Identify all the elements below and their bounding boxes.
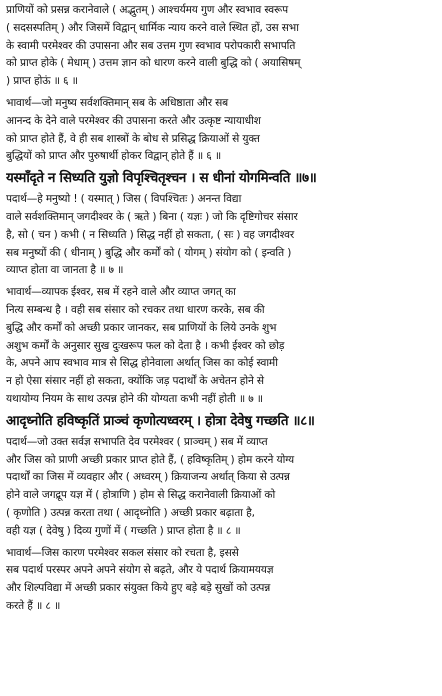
commentary-paragraph — [6, 284, 438, 409]
commentary-paragraph — [6, 2, 438, 91]
text-line: प्राणियों को प्रसन्न करानेवाले ( अद्भुतम् ) आश्चर्यमय गुण और स्वभाव स्वरूप — [6, 4, 288, 16]
text-line: के स्वामी परमेश्वर की उपासना और सब उत्तम गुण स्वभाव परोपकारी सभापति — [6, 39, 296, 52]
text-line: न हो ऐसा संसार नहीं हो सकता, क्योंकि जड़ पदार्थों के अचेतन होने से — [6, 375, 264, 388]
text-line: और जिस को प्राणी अच्छी प्रकार प्राप्त होते हैं, ( हविष्कृतिम् ) होम करने योग्य — [6, 453, 295, 466]
text-line: वाले सर्वशक्तिमान् जगदीश्वर के ( ऋते ) बिना ( यज्ञः ) जो कि दृष्टिगोचर संसार — [6, 210, 298, 223]
text-line: करते हैं ॥ ८ ॥ — [6, 599, 61, 612]
text-line: ) प्राप्त होऊं ॥ ६ ॥ — [6, 75, 78, 88]
text-line: ( सदसस्पतिम् ) और जिसमें विद्वान् धार्मिक न्याय करने वाले स्थित हों, उस सभा — [6, 21, 299, 34]
text-line: के, अपने आप स्वभाव मात्र से सिद्ध होनेवाला अर्थात् जिस का कोई स्वामी — [6, 357, 278, 370]
text-line: भावार्थ—जिस कारण परमेश्वर सकल संसार को रचता है, इससे — [6, 546, 239, 559]
text-line: यथायोग्य नियम के साथ उत्पन्न होने की योग्यता कभी नहीं होती ॥ ७ ॥ — [6, 392, 264, 405]
text-line: होने वाले जगद्रूप यज्ञ में ( होत्राणि ) होम से सिद्ध करानेवाली क्रियाओं को — [6, 489, 276, 502]
mantra-line: यस्माँदृते न सिध्यति युज्ञो विपृश्चितृश्चन । स धीनां योगमिन्वति ॥७॥ — [6, 170, 317, 187]
commentary-paragraph — [6, 545, 438, 616]
text-line: बुद्धि और कर्मों को अच्छी प्रकार जानकर, सब प्राणियों के लिये उनके शुभ — [6, 321, 277, 334]
text-line: भावार्थ—व्यापक ईश्वर, सब में रहने वाले और व्याप्त जगत् का — [6, 286, 236, 299]
text-line: व्याप्त होता वा जानता है ॥ ७ ॥ — [6, 264, 124, 277]
text-line: आनन्द के देने वाले परमेश्वर की उपासना करते और उत्कृष्ट न्यायाधीश — [6, 114, 261, 127]
text-line: पदार्थ—हे मनुष्यो ! ( यस्मात् ) जिस ( विपश्चितः ) अनन्त विद्या — [6, 193, 242, 206]
text-line: अशुभ कर्मों के अनुसार सुख दुःखरूप फल को देता है । कभी ईश्वर को छोड़ — [6, 339, 285, 352]
commentary-paragraph — [6, 95, 438, 166]
text-line: को प्राप्त होके ( मेधाम् ) उत्तम ज्ञान को धारण करने वाली बुद्धि को ( अयासिषम् — [6, 57, 301, 70]
text-line: को प्राप्त होते हैं, वे ही सब शास्त्रों के बोध से प्रसिद्ध क्रियाओं से युक्त — [6, 132, 260, 145]
commentary-paragraph — [6, 191, 438, 280]
text-line: है, सो ( चन ) कभी ( न सिध्यति ) सिद्ध नहीं हो सकता, ( सः ) वह जगदीश्वर — [6, 228, 295, 241]
text-line: वही यज्ञ ( देवेषु ) दिव्य गुणों में ( गच्छति ) प्राप्त होता है ॥ ८ ॥ — [6, 524, 241, 537]
commentary-paragraph — [6, 434, 438, 541]
text-line: पदार्थ—जो उक्त सर्वज्ञ सभापति देव परमेश्वर ( प्राञ्चम् ) सब में व्याप्त — [6, 435, 268, 448]
mantra-line: आदृध्नोति हविष्कृतिं प्राञ्चं कृणोत्यध्वरम् । होत्रा देवेषु गच्छति ॥८॥ — [6, 412, 315, 429]
text-line: बुद्धियों को प्राप्त और पुरुषार्थी होकर विद्वान् होते हैं ॥ ६ ॥ — [6, 150, 222, 163]
text-line: भावार्थ—जो मनुष्य सर्वशक्तिमान् सब के अधिष्ठाता और सब — [6, 96, 229, 109]
text-line: नित्य सम्बन्ध है । वही सब संसार को रचकर तथा धारण करके, सब की — [6, 303, 265, 316]
text-line: सब मनुष्यों की ( धीनाम् ) बुद्धि और कर्मों को ( योगम् ) संयोग को ( इन्वति ) — [6, 246, 292, 259]
text-line: पदार्थों का जिस में व्यवहार और ( अध्वरम् ) क्रियाजन्य अर्थात् किया से उत्पन्न — [6, 471, 290, 484]
text-line: सब पदार्थ परस्पर अपने अपने संयोग से बढ़ते, और ये पदार्थ क्रियामययज्ञ — [6, 564, 274, 577]
mantra-verse — [6, 168, 438, 189]
text-line: ( कृणोति ) उत्पन्न करता तथा ( आदृध्नोति ) अच्छी प्रकार बढ़ाता है, — [6, 506, 255, 519]
text-line: और शिल्पविद्या में अच्छी प्रकार संयुक्त किये हुए बड़े बड़े सुखों को उत्पन्न — [6, 582, 271, 595]
mantra-verse — [6, 411, 438, 432]
